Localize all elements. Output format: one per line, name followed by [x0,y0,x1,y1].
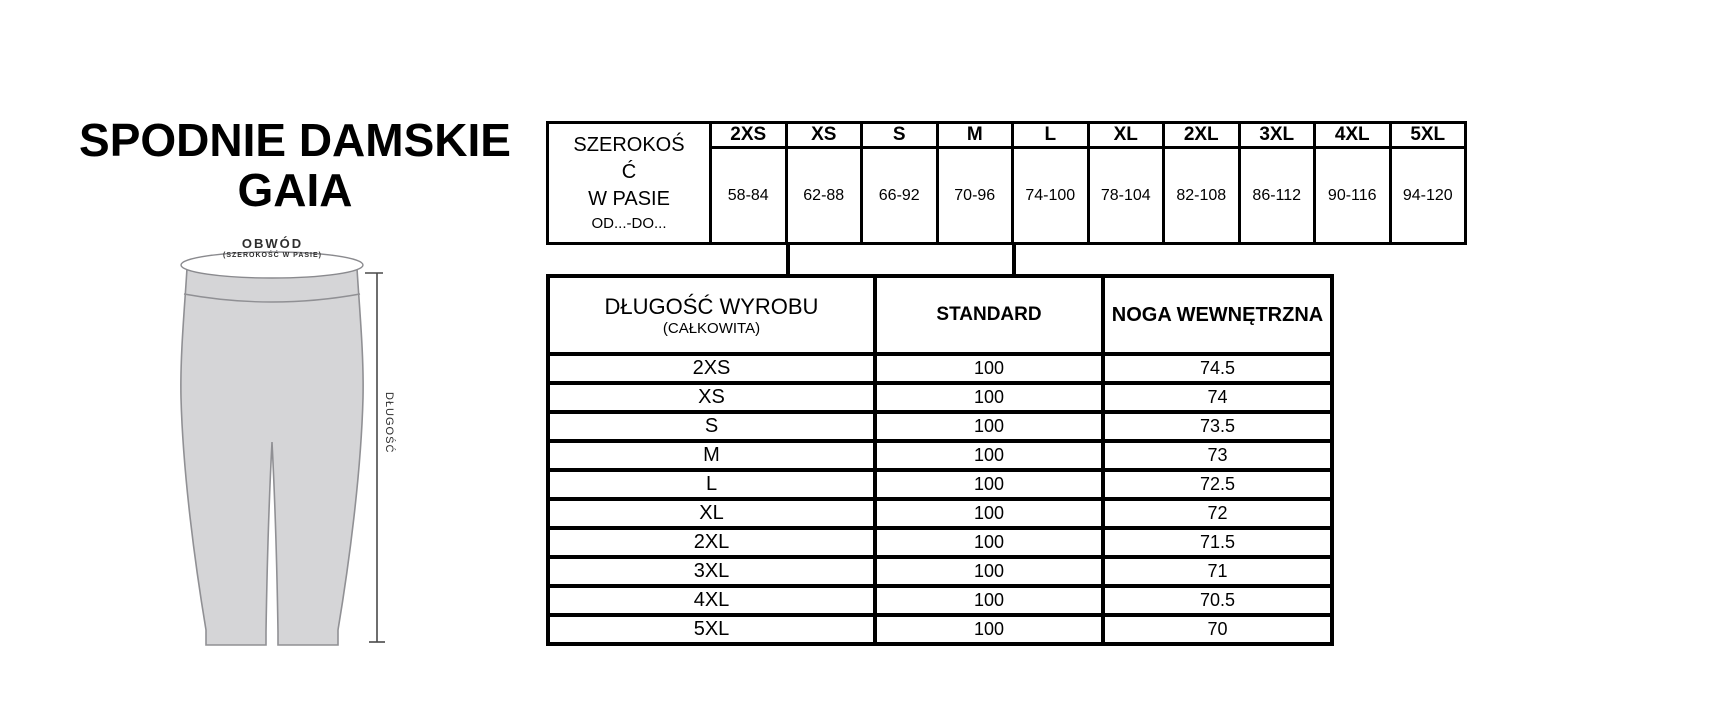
pants-illustration [150,232,450,672]
size-cell: XL [548,499,875,528]
table-row [548,557,1332,586]
length-header-product [548,276,875,354]
standard-cell: 100 [875,528,1103,557]
range-cell-l: 74-100 [1013,148,1089,244]
length-table-header-row [548,276,1332,354]
length-header-inner-leg [1103,276,1332,354]
range-cell-xl: 78-104 [1088,148,1164,244]
inner-leg-cell: 74 [1103,383,1332,412]
size-cell: S [548,412,875,441]
size-header-xl: XL [1088,123,1164,148]
waist-table-label-cell [548,123,711,244]
inner-leg-cell: 71 [1103,557,1332,586]
pants-shape [181,261,363,645]
size-header-s: S [862,123,938,148]
length-header-product-title: DŁUGOŚĆ WYROBU [604,293,819,319]
table-row [548,499,1332,528]
inner-leg-cell: 72 [1103,499,1332,528]
range-cell-s: 66-92 [862,148,938,244]
inner-leg-cell: 72.5 [1103,470,1332,499]
standard-cell: 100 [875,383,1103,412]
length-header-product-subtitle: (CAŁKOWITA) [662,319,761,337]
standard-cell: 100 [875,441,1103,470]
inner-leg-cell: 71.5 [1103,528,1332,557]
length-header-standard [875,276,1103,354]
table-row [548,354,1332,383]
range-cell-2xs: 58-84 [711,148,787,244]
size-cell: 2XS [548,354,875,383]
size-header-l: L [1013,123,1089,148]
standard-cell: 100 [875,412,1103,441]
standard-cell: 100 [875,615,1103,644]
table-row [548,586,1332,615]
table-row [548,383,1332,412]
inner-leg-cell: 73.5 [1103,412,1332,441]
inner-leg-cell: 74.5 [1103,354,1332,383]
size-cell: M [548,441,875,470]
inner-leg-cell: 70 [1103,615,1332,644]
range-cell-xs: 62-88 [786,148,862,244]
page-title [60,116,530,215]
range-cell-m: 70-96 [937,148,1013,244]
table-connector-line-left [786,243,790,277]
waist-width-table [546,121,1467,245]
table-row [548,615,1332,644]
length-header-inner-leg-label: NOGA WEWNĘTRZNA [1111,303,1324,326]
size-cell: 4XL [548,586,875,615]
pants-diagram [150,232,450,672]
size-cell: L [548,470,875,499]
range-cell-3xl: 86-112 [1239,148,1315,244]
table-row [548,441,1332,470]
standard-cell: 100 [875,586,1103,615]
table-connector-line-right [1012,243,1016,277]
size-header-3xl: 3XL [1239,123,1315,148]
standard-cell: 100 [875,354,1103,383]
waist-circumference-label: OBWÓD [241,236,304,251]
size-cell: 2XL [548,528,875,557]
table-row [548,528,1332,557]
table-row [548,412,1332,441]
size-cell: 3XL [548,557,875,586]
standard-cell: 100 [875,470,1103,499]
product-name: GAIA [237,163,353,216]
size-header-5xl: 5XL [1390,123,1466,148]
range-cell-5xl: 94-120 [1390,148,1466,244]
length-label: DŁUGOŚĆ [383,392,395,454]
standard-cell: 100 [875,557,1103,586]
range-cell-2xl: 82-108 [1164,148,1240,244]
range-cell-4xl: 90-116 [1315,148,1391,244]
size-header-4xl: 4XL [1315,123,1391,148]
waist-label-line1: SZEROKOŚĆ [573,133,685,183]
length-header-standard-label: STANDARD [936,304,1042,325]
waist-label-line3: OD...-DO... [591,214,667,232]
product-length-table [546,274,1334,646]
size-cell: 5XL [548,615,875,644]
size-header-m: M [937,123,1013,148]
size-cell: XS [548,383,875,412]
inner-leg-cell: 70.5 [1103,586,1332,615]
waist-table-header-row [548,123,1466,148]
size-header-2xl: 2XL [1164,123,1240,148]
page-title-line1: SPODNIE DAMSKIE [79,114,511,166]
standard-cell: 100 [875,499,1103,528]
size-header-xs: XS [786,123,862,148]
waist-label-line2: W PASIE [588,187,670,210]
waist-circumference-sublabel: (SZEROKOŚĆ W PASIE) [223,252,322,259]
table-row [548,470,1332,499]
size-header-2xs: 2XS [711,123,787,148]
inner-leg-cell: 73 [1103,441,1332,470]
